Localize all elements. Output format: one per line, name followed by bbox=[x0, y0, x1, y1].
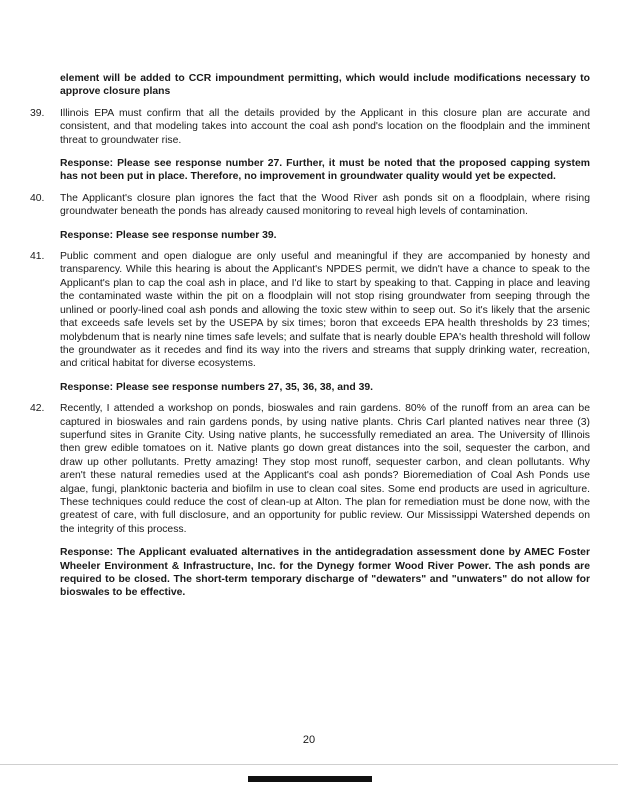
comment-text: Illinois EPA must confirm that all the details provided by the Applicant in this closure plan are accurate and consistent, and that modeling takes into account the coal ash pond's location on the floodplain and the imminent threat to groundwater rise. bbox=[60, 107, 590, 146]
response-text: Response: Please see response numbers 27, 35, 36, 38, and 39. bbox=[60, 381, 374, 393]
response-text: Response: The Applicant evaluated alternatives in the antidegradation assessment done by AMEC Foster Wheeler Environment & Infrastructure, Inc. for the Dynegy former Wood River Power. The ash ponds are required to be closed. The short-term temporary discharge of "dewaters" and "unwaters" do not allow for bioswales to be effective. bbox=[60, 547, 590, 599]
comment-number: 39. bbox=[30, 107, 45, 119]
continued-response-text: element will be added to CCR impoundment permitting, which would include modifications necessary to approve closure plans bbox=[60, 73, 590, 98]
page-content bbox=[30, 72, 590, 600]
comment-number: 40. bbox=[30, 192, 45, 204]
comment-item-42 bbox=[30, 402, 590, 536]
comment-text: Recently, I attended a workshop on ponds, bioswales and rain gardens. 80% of the runoff from an area can be captured in bioswales and rain gardens ponds, by using native plants. Chris Carl planted natives near three (3) superfund sites in Granite City. Using native plants, he successfully remediated an area. The University of Illinois then grew edible tomatoes on it. Native plants go down great distances into the soil, sequester the carbon, and draw up other pollutants. Pretty amazing! They stop most runoff, sequester carbon, and clean pollutants. Why aren't these natural remedies used at the Applicant's coal ash ponds? Bioremediation of Coal Ash Ponds use algae, fungi, planktonic bacteria and biofilm in use to clean coal sites. Some end products are used in agriculture. These techniques could reduce the cost of clean-up at Alton. The plan for remediation must be done now, with the greatest of care, with full disclosure, and an opportunity for public review. Our Mississippi Watershed depends on the integrity of this process. bbox=[60, 403, 590, 535]
comment-item-41 bbox=[30, 250, 590, 371]
page-number: 20 bbox=[302, 734, 316, 746]
comment-number: 41. bbox=[30, 251, 45, 263]
comment-text: The Applicant's closure plan ignores the fact that the Wood River ash ponds sit on a floodplain, where rising groundwater beneath the ponds has already caused monitoring to reveal high levels of contamination. bbox=[60, 192, 590, 218]
comment-number: 42. bbox=[30, 403, 45, 415]
comment-text: Public comment and open dialogue are only useful and meaningful if they are accompanied by honesty and transparency. While this hearing is about the Applicant's NPDES permit, we didn't have a chance to speak to the Applicant's plan to cap the coal ash in place, and I'd like to start by speaking to that. Capping in place and leaving the contaminated waste within the pit on a floodplain will not stop rising groundwater from seeping through the unlined or poorly-lined coal ash ponds and allowing the toxic stew within to seep out. So it's likely that the arsenic that exceeds safe levels set by the USEPA by six times; boron that exceeds EPA health thresholds by 23 times; molybdenum that is nearly nine times safe levels; and sulfate that is nearly double EPA's health threshold will follow the groundwater as it recedes and find its way into the rivers and streams that supply drinking water, recreation, and critical habitat for diverse ecosystems. bbox=[60, 251, 590, 370]
footer-bar bbox=[248, 776, 372, 782]
response-text: Response: Please see response number 27. Further, it must be noted that the proposed capping system has not been put in place. Therefore, no improvement in groundwater quality would yet be expected. bbox=[60, 158, 590, 183]
comment-item-40 bbox=[30, 192, 590, 219]
footer-rule bbox=[0, 764, 618, 765]
comment-item-39 bbox=[30, 107, 590, 147]
response-text: Response: Please see response number 39. bbox=[60, 229, 277, 241]
